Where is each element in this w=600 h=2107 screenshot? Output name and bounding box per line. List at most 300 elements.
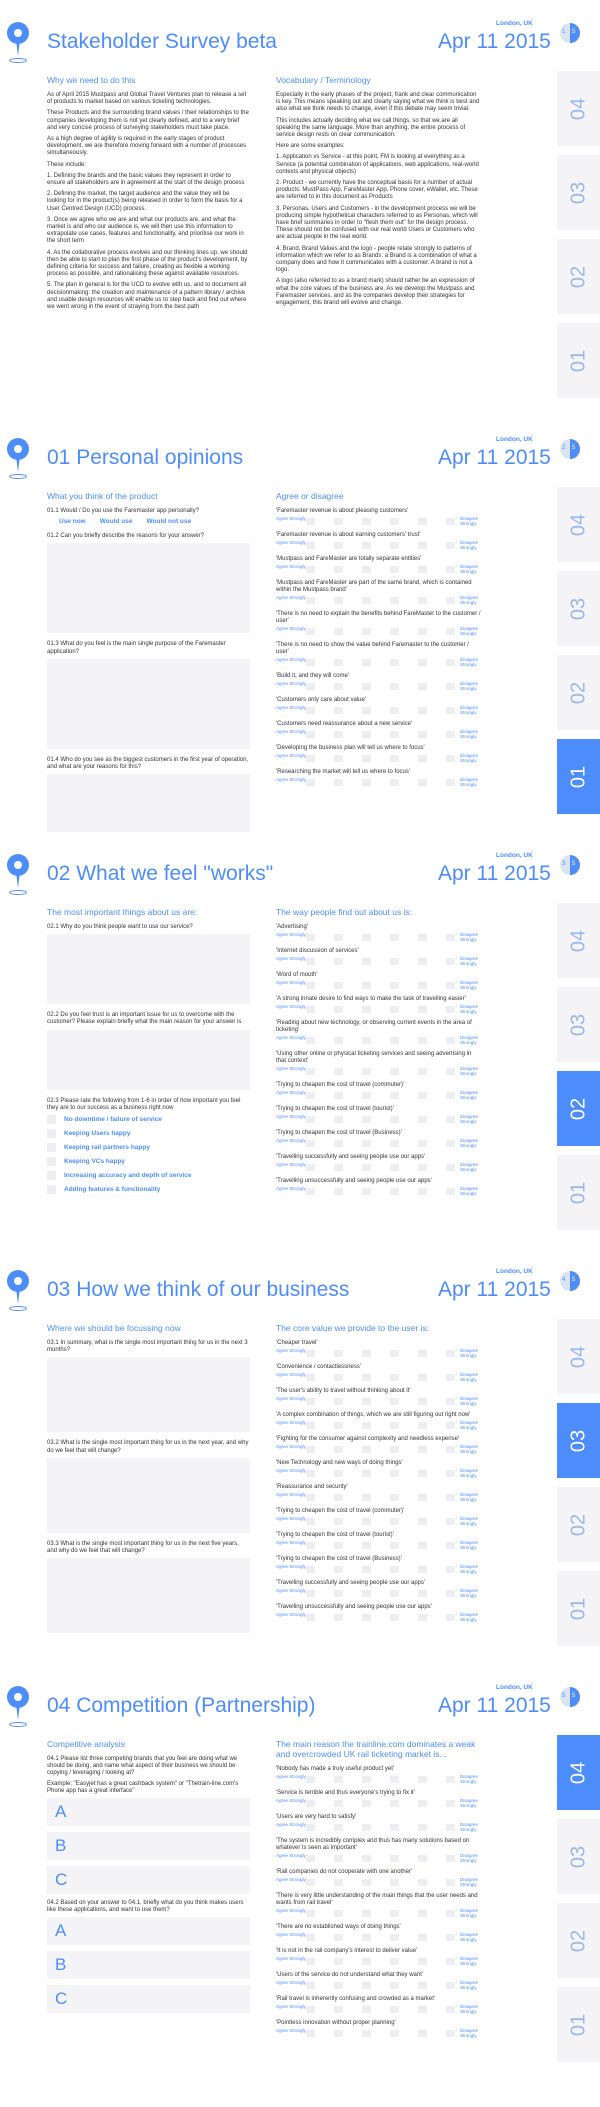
scale-option[interactable]	[362, 566, 371, 573]
scale-option[interactable]	[446, 958, 455, 965]
scale-option[interactable]	[306, 628, 315, 635]
scale-option[interactable]	[362, 1068, 371, 1075]
answer-slot[interactable]	[47, 1951, 250, 1979]
scale-option[interactable]	[418, 958, 427, 965]
scale-option[interactable]	[334, 1037, 343, 1044]
scale-option[interactable]	[306, 1350, 315, 1357]
scale-option[interactable]	[446, 1800, 455, 1807]
scale-option[interactable]	[362, 659, 371, 666]
scale-option[interactable]	[362, 934, 371, 941]
scale-option[interactable]	[306, 518, 315, 525]
scale-option[interactable]	[446, 1494, 455, 1501]
scale-option[interactable]	[362, 518, 371, 525]
scale-option[interactable]	[334, 518, 343, 525]
scale-option[interactable]	[418, 707, 427, 714]
scale-option[interactable]	[306, 2006, 315, 2013]
scale-option[interactable]	[418, 1824, 427, 1831]
scale-option[interactable]	[446, 566, 455, 573]
scale-option[interactable]	[418, 1910, 427, 1917]
scale-option[interactable]	[390, 1542, 399, 1549]
scale-option[interactable]	[306, 1006, 315, 1013]
scale-option[interactable]	[418, 1037, 427, 1044]
scale-option[interactable]	[362, 1879, 371, 1886]
answer-slot[interactable]	[47, 1832, 250, 1860]
scale-option[interactable]	[334, 731, 343, 738]
scale-option[interactable]	[334, 707, 343, 714]
scale-option[interactable]	[390, 1800, 399, 1807]
scale-option[interactable]	[306, 1422, 315, 1429]
scale-option[interactable]	[390, 518, 399, 525]
scale-option[interactable]	[306, 1068, 315, 1075]
scale-option[interactable]	[446, 1824, 455, 1831]
scale-option[interactable]	[362, 2006, 371, 2013]
scale-option[interactable]	[390, 1398, 399, 1405]
scale-option[interactable]	[334, 1006, 343, 1013]
scale-option[interactable]	[390, 779, 399, 786]
scale-option[interactable]	[446, 659, 455, 666]
tab-section-01[interactable]	[557, 738, 600, 814]
scale-option[interactable]	[306, 1855, 315, 1862]
scale-option[interactable]	[334, 1164, 343, 1171]
scale-option[interactable]	[362, 958, 371, 965]
answer-slot[interactable]	[47, 1917, 250, 1945]
scale-option[interactable]	[334, 1518, 343, 1525]
scale-option[interactable]	[334, 1934, 343, 1941]
scale-option[interactable]	[334, 542, 343, 549]
scale-option[interactable]	[362, 628, 371, 635]
scale-option[interactable]	[418, 982, 427, 989]
scale-option[interactable]	[334, 1398, 343, 1405]
scale-option[interactable]	[446, 707, 455, 714]
scale-option[interactable]	[418, 934, 427, 941]
scale-option[interactable]	[334, 1188, 343, 1195]
scale-option[interactable]	[306, 958, 315, 965]
scale-option[interactable]	[418, 1350, 427, 1357]
scale-option[interactable]	[418, 1470, 427, 1477]
scale-option[interactable]	[446, 1982, 455, 1989]
rank-checkbox[interactable]	[47, 1157, 56, 1166]
scale-option[interactable]	[306, 1934, 315, 1941]
scale-option[interactable]	[418, 1518, 427, 1525]
scale-option[interactable]	[306, 731, 315, 738]
scale-option[interactable]	[390, 1470, 399, 1477]
scale-option[interactable]	[362, 2030, 371, 2037]
scale-option[interactable]	[306, 1614, 315, 1621]
scale-option[interactable]	[334, 1879, 343, 1886]
scale-option[interactable]	[418, 1068, 427, 1075]
scale-option[interactable]	[362, 542, 371, 549]
scale-option[interactable]	[390, 1188, 399, 1195]
scale-option[interactable]	[362, 1542, 371, 1549]
scale-option[interactable]	[390, 1855, 399, 1862]
scale-option[interactable]	[306, 1037, 315, 1044]
scale-option[interactable]	[418, 2030, 427, 2037]
scale-option[interactable]	[306, 1982, 315, 1989]
rank-item[interactable]	[47, 1143, 250, 1152]
scale-option[interactable]	[306, 1116, 315, 1123]
rank-checkbox[interactable]	[47, 1143, 56, 1152]
scale-option[interactable]	[362, 1470, 371, 1477]
usage-option[interactable]: Use now	[59, 518, 86, 526]
answer-slot[interactable]	[47, 1985, 250, 2013]
scale-option[interactable]	[418, 1092, 427, 1099]
scale-option[interactable]	[334, 1542, 343, 1549]
scale-option[interactable]	[334, 1092, 343, 1099]
scale-option[interactable]	[362, 1824, 371, 1831]
scale-option[interactable]	[418, 542, 427, 549]
scale-option[interactable]	[446, 1776, 455, 1783]
scale-option[interactable]	[390, 683, 399, 690]
scale-option[interactable]	[418, 755, 427, 762]
scale-option[interactable]	[418, 1982, 427, 1989]
scale-option[interactable]	[390, 1350, 399, 1357]
tab-section-02[interactable]	[557, 1070, 600, 1146]
scale-option[interactable]	[418, 1446, 427, 1453]
scale-option[interactable]	[418, 1164, 427, 1171]
scale-option[interactable]	[362, 1494, 371, 1501]
scale-option[interactable]	[334, 755, 343, 762]
scale-option[interactable]	[362, 1188, 371, 1195]
scale-option[interactable]	[334, 1140, 343, 1147]
scale-option[interactable]	[390, 659, 399, 666]
scale-option[interactable]	[446, 1116, 455, 1123]
scale-option[interactable]	[306, 542, 315, 549]
scale-option[interactable]	[334, 1910, 343, 1917]
scale-option[interactable]	[334, 566, 343, 573]
tab-section-01[interactable]	[557, 1986, 600, 2062]
usage-option[interactable]: Would use	[99, 518, 133, 526]
scale-option[interactable]	[362, 1518, 371, 1525]
scale-option[interactable]	[334, 1374, 343, 1381]
scale-option[interactable]	[334, 2030, 343, 2037]
scale-option[interactable]	[418, 683, 427, 690]
scale-option[interactable]	[334, 1614, 343, 1621]
scale-option[interactable]	[306, 1164, 315, 1171]
scale-option[interactable]	[446, 518, 455, 525]
scale-option[interactable]	[334, 1446, 343, 1453]
scale-option[interactable]	[362, 1398, 371, 1405]
rank-item[interactable]	[47, 1129, 250, 1138]
scale-option[interactable]	[446, 1566, 455, 1573]
answer-box[interactable]	[47, 1030, 250, 1090]
scale-option[interactable]	[418, 566, 427, 573]
rank-item[interactable]	[47, 1115, 250, 1124]
scale-option[interactable]	[362, 1910, 371, 1917]
scale-option[interactable]	[306, 1494, 315, 1501]
scale-option[interactable]	[306, 1092, 315, 1099]
scale-option[interactable]	[390, 1422, 399, 1429]
rank-checkbox[interactable]	[47, 1129, 56, 1138]
scale-option[interactable]	[446, 683, 455, 690]
scale-option[interactable]	[418, 1800, 427, 1807]
usage-option[interactable]: Would not use	[146, 518, 192, 526]
scale-option[interactable]	[446, 1934, 455, 1941]
scale-option[interactable]	[362, 779, 371, 786]
tab-section-02[interactable]	[557, 1902, 600, 1978]
scale-option[interactable]	[362, 1934, 371, 1941]
scale-option[interactable]	[390, 1879, 399, 1886]
scale-option[interactable]	[362, 1446, 371, 1453]
answer-slot[interactable]	[47, 1866, 250, 1894]
answer-box[interactable]	[47, 1458, 250, 1533]
scale-option[interactable]	[334, 1068, 343, 1075]
scale-option[interactable]	[446, 1164, 455, 1171]
rank-item[interactable]	[47, 1185, 250, 1194]
tab-section-03[interactable]	[557, 1818, 600, 1894]
scale-option[interactable]	[418, 1855, 427, 1862]
answer-box[interactable]	[47, 1357, 250, 1432]
scale-option[interactable]	[446, 1446, 455, 1453]
scale-option[interactable]	[418, 1614, 427, 1621]
answer-box[interactable]	[47, 543, 250, 633]
scale-option[interactable]	[390, 958, 399, 965]
scale-option[interactable]	[362, 683, 371, 690]
scale-option[interactable]	[446, 1614, 455, 1621]
scale-option[interactable]	[446, 1037, 455, 1044]
scale-option[interactable]	[418, 1140, 427, 1147]
scale-option[interactable]	[446, 982, 455, 989]
tab-section-02[interactable]	[557, 654, 600, 730]
scale-option[interactable]	[446, 1188, 455, 1195]
rank-item[interactable]	[47, 1171, 250, 1180]
rank-item[interactable]	[47, 1157, 250, 1166]
scale-option[interactable]	[390, 1910, 399, 1917]
scale-option[interactable]	[446, 597, 455, 604]
scale-option[interactable]	[390, 542, 399, 549]
scale-option[interactable]	[418, 1879, 427, 1886]
scale-option[interactable]	[334, 597, 343, 604]
scale-option[interactable]	[362, 982, 371, 989]
scale-option[interactable]	[334, 1800, 343, 1807]
tab-section-02[interactable]	[557, 1486, 600, 1562]
scale-option[interactable]	[390, 1446, 399, 1453]
scale-option[interactable]	[362, 1800, 371, 1807]
scale-option[interactable]	[446, 2006, 455, 2013]
scale-option[interactable]	[362, 1614, 371, 1621]
scale-option[interactable]	[334, 1350, 343, 1357]
scale-option[interactable]	[306, 1910, 315, 1917]
scale-option[interactable]	[306, 1776, 315, 1783]
scale-option[interactable]	[390, 566, 399, 573]
scale-option[interactable]	[362, 1566, 371, 1573]
scale-option[interactable]	[446, 1518, 455, 1525]
scale-option[interactable]	[306, 1958, 315, 1965]
scale-option[interactable]	[306, 1140, 315, 1147]
scale-option[interactable]	[446, 1470, 455, 1477]
scale-option[interactable]	[362, 1776, 371, 1783]
scale-option[interactable]	[418, 731, 427, 738]
scale-option[interactable]	[418, 1934, 427, 1941]
scale-option[interactable]	[306, 1566, 315, 1573]
scale-option[interactable]	[334, 1776, 343, 1783]
scale-option[interactable]	[362, 1350, 371, 1357]
scale-option[interactable]	[306, 1470, 315, 1477]
scale-option[interactable]	[390, 707, 399, 714]
scale-option[interactable]	[334, 1958, 343, 1965]
scale-option[interactable]	[334, 1855, 343, 1862]
scale-option[interactable]	[390, 731, 399, 738]
scale-option[interactable]	[446, 1350, 455, 1357]
scale-option[interactable]	[418, 1566, 427, 1573]
scale-option[interactable]	[334, 1982, 343, 1989]
rank-checkbox[interactable]	[47, 1185, 56, 1194]
scale-option[interactable]	[362, 1958, 371, 1965]
scale-option[interactable]	[390, 2030, 399, 2037]
tab-section-04[interactable]	[557, 486, 600, 562]
tab-section-02[interactable]	[557, 238, 600, 314]
answer-box[interactable]	[47, 1558, 250, 1633]
scale-option[interactable]	[306, 659, 315, 666]
scale-option[interactable]	[390, 1934, 399, 1941]
scale-option[interactable]	[390, 1566, 399, 1573]
scale-option[interactable]	[306, 779, 315, 786]
scale-option[interactable]	[306, 1590, 315, 1597]
scale-option[interactable]	[306, 707, 315, 714]
tab-section-03[interactable]	[557, 154, 600, 230]
scale-option[interactable]	[390, 628, 399, 635]
scale-option[interactable]	[390, 934, 399, 941]
tab-section-04[interactable]	[557, 70, 600, 146]
tab-section-01[interactable]	[557, 322, 600, 398]
scale-option[interactable]	[390, 1776, 399, 1783]
scale-option[interactable]	[362, 1164, 371, 1171]
scale-option[interactable]	[390, 1824, 399, 1831]
tab-section-03[interactable]	[557, 986, 600, 1062]
scale-option[interactable]	[390, 1068, 399, 1075]
scale-option[interactable]	[418, 518, 427, 525]
scale-option[interactable]	[334, 683, 343, 690]
scale-option[interactable]	[418, 1958, 427, 1965]
scale-option[interactable]	[362, 707, 371, 714]
scale-option[interactable]	[306, 982, 315, 989]
scale-option[interactable]	[446, 1855, 455, 1862]
scale-option[interactable]	[446, 2030, 455, 2037]
scale-option[interactable]	[390, 982, 399, 989]
scale-option[interactable]	[446, 1092, 455, 1099]
scale-option[interactable]	[306, 1824, 315, 1831]
scale-option[interactable]	[446, 628, 455, 635]
scale-option[interactable]	[334, 934, 343, 941]
scale-option[interactable]	[446, 934, 455, 941]
scale-option[interactable]	[334, 1566, 343, 1573]
scale-option[interactable]	[306, 597, 315, 604]
scale-option[interactable]	[418, 1116, 427, 1123]
tab-section-03[interactable]	[557, 570, 600, 646]
rank-checkbox[interactable]	[47, 1171, 56, 1180]
answer-slot[interactable]	[47, 1798, 250, 1826]
scale-option[interactable]	[418, 1374, 427, 1381]
scale-option[interactable]	[362, 731, 371, 738]
scale-option[interactable]	[362, 597, 371, 604]
scale-option[interactable]	[390, 1092, 399, 1099]
scale-option[interactable]	[418, 1542, 427, 1549]
scale-option[interactable]	[306, 934, 315, 941]
scale-option[interactable]	[418, 1590, 427, 1597]
scale-option[interactable]	[390, 1590, 399, 1597]
scale-option[interactable]	[446, 1006, 455, 1013]
scale-option[interactable]	[362, 1092, 371, 1099]
scale-option[interactable]	[418, 659, 427, 666]
answer-box[interactable]	[47, 934, 250, 1004]
scale-option[interactable]	[446, 1374, 455, 1381]
scale-option[interactable]	[306, 1518, 315, 1525]
scale-option[interactable]	[306, 1374, 315, 1381]
scale-option[interactable]	[418, 2006, 427, 2013]
answer-box[interactable]	[47, 774, 250, 832]
scale-option[interactable]	[334, 1470, 343, 1477]
scale-option[interactable]	[418, 1188, 427, 1195]
scale-option[interactable]	[306, 755, 315, 762]
scale-option[interactable]	[390, 1982, 399, 1989]
scale-option[interactable]	[334, 982, 343, 989]
scale-option[interactable]	[334, 2006, 343, 2013]
scale-option[interactable]	[446, 1910, 455, 1917]
scale-option[interactable]	[446, 1542, 455, 1549]
scale-option[interactable]	[418, 779, 427, 786]
scale-option[interactable]	[362, 1374, 371, 1381]
scale-option[interactable]	[446, 731, 455, 738]
scale-option[interactable]	[390, 1037, 399, 1044]
scale-option[interactable]	[334, 1422, 343, 1429]
scale-option[interactable]	[362, 1116, 371, 1123]
scale-option[interactable]	[446, 779, 455, 786]
scale-option[interactable]	[390, 1614, 399, 1621]
scale-option[interactable]	[446, 755, 455, 762]
scale-option[interactable]	[334, 1116, 343, 1123]
answer-box[interactable]	[47, 659, 250, 749]
scale-option[interactable]	[362, 1590, 371, 1597]
scale-option[interactable]	[390, 597, 399, 604]
scale-option[interactable]	[334, 659, 343, 666]
scale-option[interactable]	[306, 2030, 315, 2037]
scale-option[interactable]	[362, 1140, 371, 1147]
scale-option[interactable]	[390, 1006, 399, 1013]
scale-option[interactable]	[306, 683, 315, 690]
tab-section-04[interactable]	[557, 902, 600, 978]
scale-option[interactable]	[390, 1164, 399, 1171]
scale-option[interactable]	[334, 779, 343, 786]
scale-option[interactable]	[306, 1398, 315, 1405]
scale-option[interactable]	[306, 1446, 315, 1453]
scale-option[interactable]	[390, 1374, 399, 1381]
scale-option[interactable]	[446, 1068, 455, 1075]
scale-option[interactable]	[418, 1776, 427, 1783]
scale-option[interactable]	[362, 755, 371, 762]
scale-option[interactable]	[306, 566, 315, 573]
scale-option[interactable]	[446, 1422, 455, 1429]
scale-option[interactable]	[334, 958, 343, 965]
scale-option[interactable]	[418, 1494, 427, 1501]
scale-option[interactable]	[446, 1879, 455, 1886]
scale-option[interactable]	[362, 1006, 371, 1013]
scale-option[interactable]	[446, 542, 455, 549]
scale-option[interactable]	[306, 1188, 315, 1195]
scale-option[interactable]	[390, 1140, 399, 1147]
scale-option[interactable]	[334, 1824, 343, 1831]
tab-section-01[interactable]	[557, 1154, 600, 1230]
tab-section-01[interactable]	[557, 1570, 600, 1646]
scale-option[interactable]	[334, 1590, 343, 1597]
scale-option[interactable]	[390, 755, 399, 762]
scale-option[interactable]	[446, 1140, 455, 1147]
scale-option[interactable]	[446, 1398, 455, 1405]
scale-option[interactable]	[390, 2006, 399, 2013]
scale-option[interactable]	[418, 597, 427, 604]
scale-option[interactable]	[390, 1518, 399, 1525]
scale-option[interactable]	[446, 1958, 455, 1965]
scale-option[interactable]	[390, 1494, 399, 1501]
scale-option[interactable]	[362, 1982, 371, 1989]
